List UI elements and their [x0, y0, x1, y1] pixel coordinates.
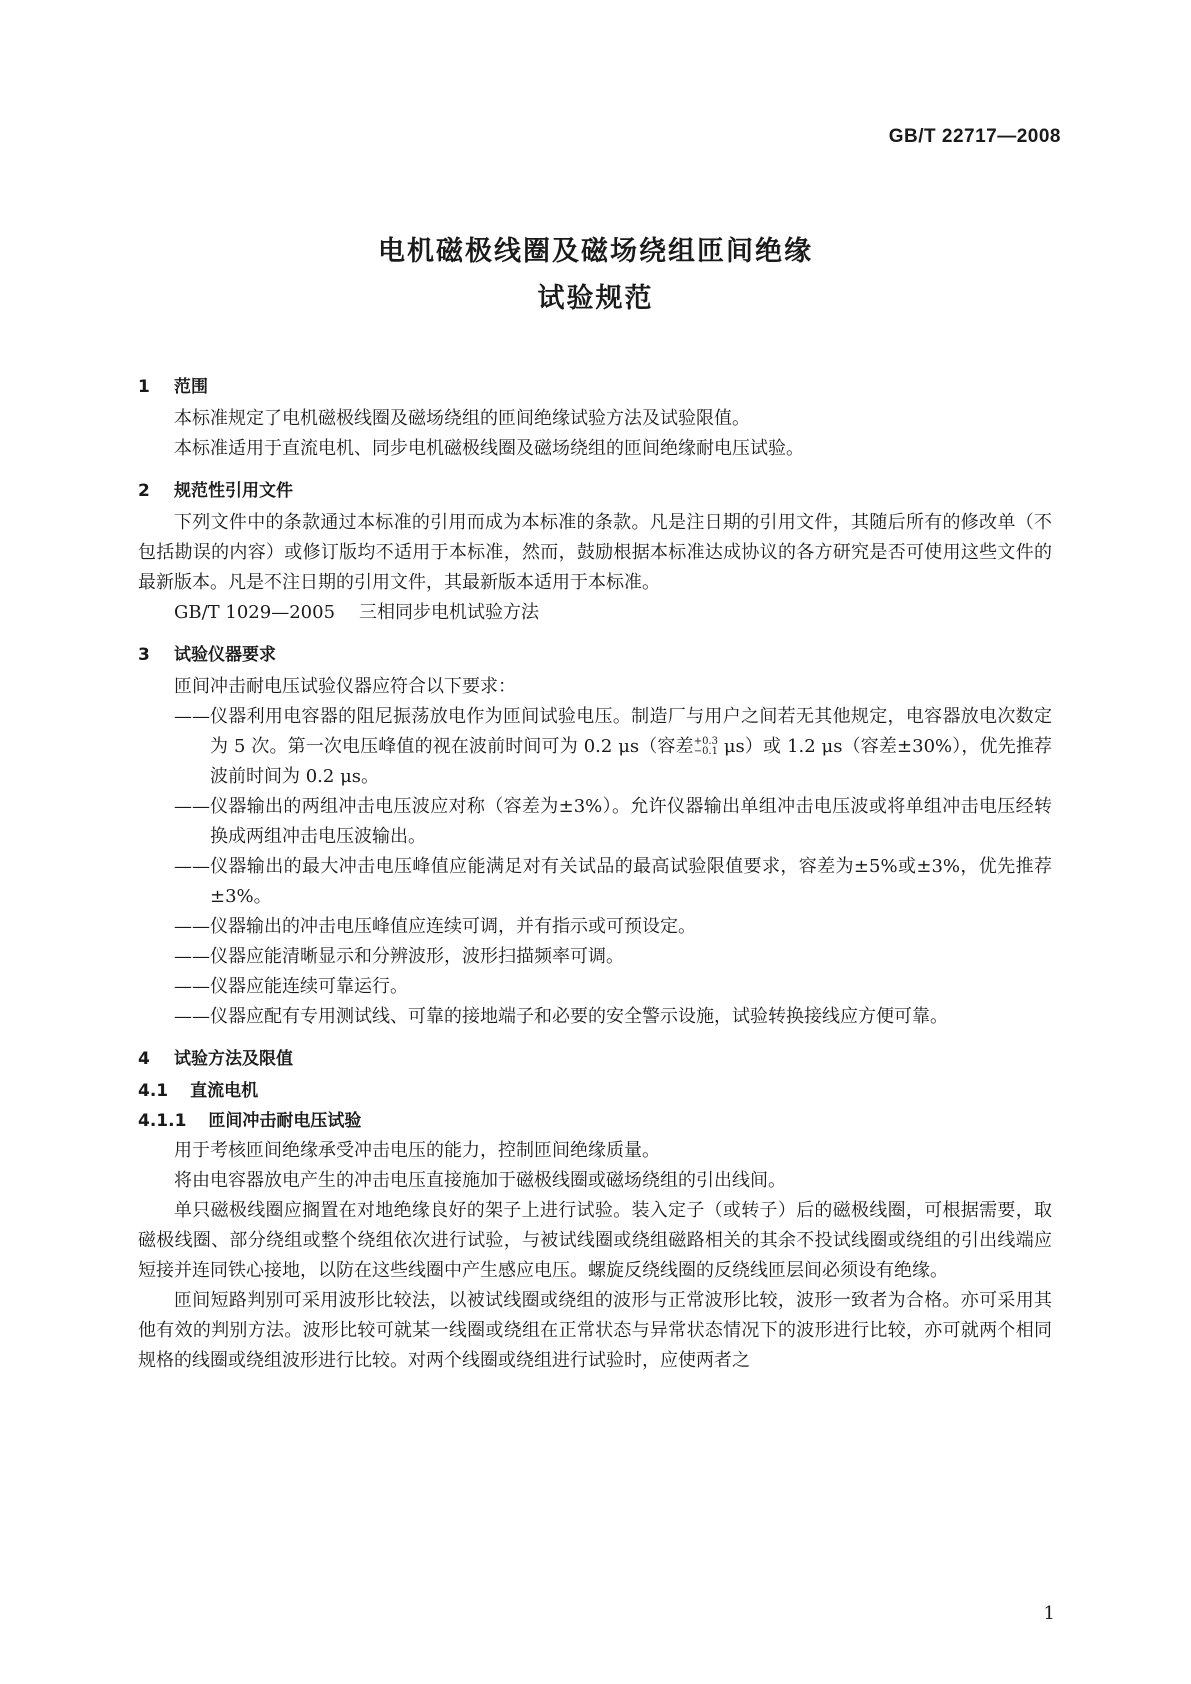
section-title: 范围 [174, 377, 208, 397]
dash-marker: —— [174, 856, 210, 877]
reference-code: GB/T 1029—2005 [174, 602, 336, 623]
subsection-number: 4.1 [138, 1081, 169, 1101]
subsection-4-1-heading [138, 1076, 1052, 1106]
dash-marker: —— [174, 706, 210, 727]
reference-title: 三相同步电机试验方法 [359, 602, 540, 623]
subsection-number: 4.1.1 [138, 1111, 187, 1131]
dash-marker: —— [174, 916, 210, 937]
section-2-heading [138, 474, 1052, 508]
paragraph: 匝间冲击耐电压试验仪器应符合以下要求： [174, 676, 516, 697]
document-title-line2: 试验规范 [537, 283, 654, 314]
list-item: —— 仪器输出的两组冲击电压波应对称（容差为±3%）。允许仪器输出单组冲击电压波或将单组冲击电压经转换成两组冲击电压波输出。 [138, 792, 1052, 852]
subsection-title: 直流电机 [190, 1081, 259, 1101]
section-number: 4 [138, 1049, 150, 1069]
paragraph: 本标准适用于直流电机、同步电机磁极线圈及磁场绕组的匝间绝缘耐电压试验。 [174, 438, 804, 459]
dash-marker: —— [174, 946, 210, 967]
section-title: 试验仪器要求 [174, 645, 276, 665]
requirement-list [138, 702, 1052, 1032]
page-number: 1 [1043, 1603, 1055, 1624]
list-item: —— 仪器输出的最大冲击电压峰值应能满足对有关试品的最高试验限值要求，容差为±5%或±3%，优先推荐±3%。 [138, 852, 1052, 912]
list-item: —— 仪器输出的冲击电压峰值应连续可调，并有指示或可预设定。 [138, 912, 1052, 942]
section-title: 规范性引用文件 [174, 481, 293, 501]
section-1-heading [138, 370, 1052, 404]
dash-marker: —— [174, 796, 210, 817]
document-body [138, 370, 1052, 1376]
list-item: —— 仪器应能连续可靠运行。 [138, 972, 1052, 1002]
list-item: —— 仪器应能清晰显示和分辨波形，波形扫描频率可调。 [138, 942, 1052, 972]
section-4-heading [138, 1042, 1052, 1076]
document-title-line1: 电机磁极线圈及磁场绕组匝间绝缘 [378, 236, 813, 267]
paragraph: 本标准规定了电机磁极线圈及磁场绕组的匝间绝缘试验方法及试验限值。 [174, 408, 750, 429]
paragraph: 下列文件中的条款通过本标准的引用而成为本标准的条款。凡是注日期的引用文件，其随后所有的修改单（不包括勘误的内容）或修订版均不适用于本标准，然而，鼓励根据本标准达成协议的各方研究是否可使用这些文件的最新版本。凡是不注日期的引用文件，其最新版本适用于本标准。 [138, 512, 1052, 593]
section-number: 2 [138, 481, 150, 501]
dash-marker: —— [174, 1006, 210, 1027]
normative-reference [138, 598, 1052, 628]
paragraph: 用于考核匝间绝缘承受冲击电压的能力，控制匝间绝缘质量。 [174, 1140, 660, 1161]
paragraph: 匝间短路判别可采用波形比较法，以被试线圈或绕组的波形与正常波形比较，波形一致者为合格。亦可采用其他有效的判别方法。波形比较可就某一线圈或绕组在正常状态与异常状态情况下的波形进行比较，亦可就两个相同规格的线圈或绕组波形进行比较。对两个线圈或绕组进行试验时，应使两者之 [138, 1290, 1052, 1371]
subsection-4-1-1-heading [138, 1106, 1052, 1136]
list-item: —— 仪器应配有专用测试线、可靠的接地端子和必要的安全警示设施，试验转换接线应方便可靠。 [138, 1002, 1052, 1032]
dash-marker: —— [174, 976, 210, 997]
standard-code: GB/T 22717—2008 [888, 126, 1061, 147]
tolerance-limits: +0.3 −0.1 [693, 736, 718, 757]
section-title: 试验方法及限值 [174, 1049, 293, 1069]
paragraph: 单只磁极线圈应搁置在对地绝缘良好的架子上进行试验。装入定子（或转子）后的磁极线圈，可根据需要，取磁极线圈、部分绕组或整个绕组依次进行试验，与被试线圈或绕组磁路相关的其余不投试线圈或绕组的引出线端应短接并连同铁心接地，以防在这些线圈中产生感应电压。螺旋反绕线圈的反绕线匝层间必须设有绝缘。 [138, 1200, 1052, 1281]
section-number: 1 [138, 377, 150, 397]
list-item: —— 仪器利用电容器的阻尼振荡放电作为匝间试验电压。制造厂与用户之间若无其他规定，电容器放电次数定为 5 次。第一次电压峰值的视在波前时间可为 0.2 μs（容差 +0.3 −0.1 μs）或 1.2 μs（容差±30%），优先推荐波前时间为 0.2 μs。 [138, 702, 1052, 792]
subsection-title: 匝间冲击耐电压试验 [208, 1111, 362, 1131]
section-number: 3 [138, 645, 150, 665]
section-3-heading [138, 638, 1052, 672]
paragraph: 将由电容器放电产生的冲击电压直接施加于磁极线圈或磁场绕组的引出线间。 [174, 1170, 786, 1191]
